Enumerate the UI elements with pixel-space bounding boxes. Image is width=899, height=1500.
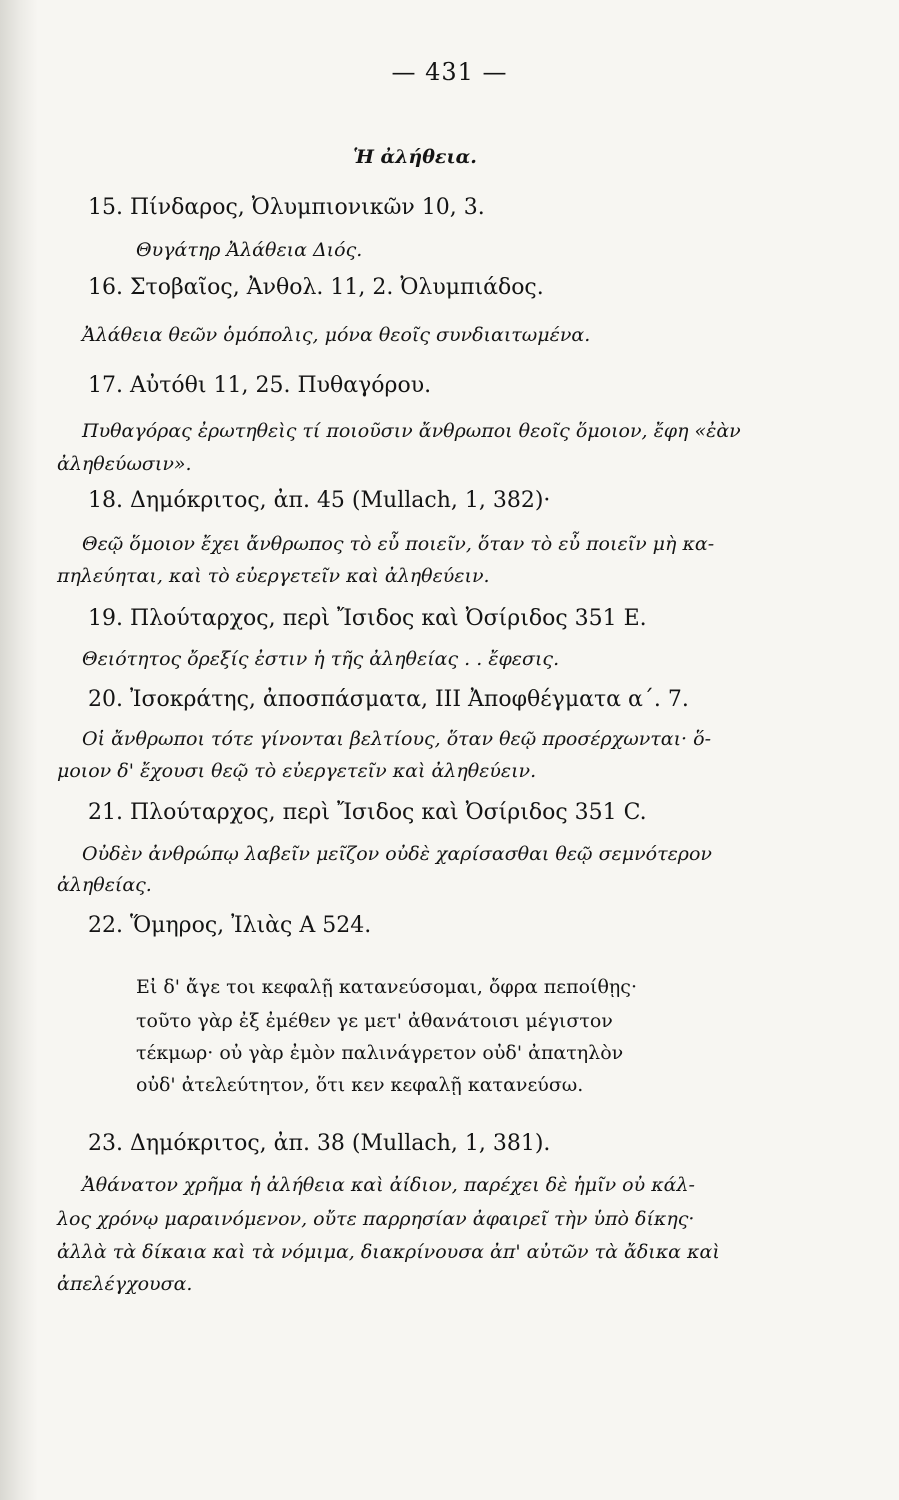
quote-23-line-4: ἀπελέγχουσα. bbox=[57, 1273, 193, 1295]
citation-16: 16. Στοβαῖος, Ἀνθολ. 11, 2. Ὀλυμπιάδος. bbox=[88, 275, 544, 300]
citation-19: 19. Πλούταρχος, περὶ Ἴσιδος καὶ Ὀσίριδος 351 E. bbox=[88, 606, 647, 631]
citation-15: 15. Πίνδαρος, Ὀλυμπιονικῶν 10, 3. bbox=[88, 195, 485, 220]
verse-line-1: Εἰ δ' ἄγε τοι κεφαλῇ κατανεύσομαι, ὄφρα πεποίθῃς· bbox=[136, 976, 637, 998]
verse-line-2: τοῦτο γὰρ ἐξ ἐμέθεν γε μετ' ἀθανάτοισι μέγιστον bbox=[136, 1010, 613, 1032]
quote-21-line-2: ἀληθείας. bbox=[57, 874, 152, 896]
citation-18: 18. Δημόκριτος, ἀπ. 45 (Mullach, 1, 382)· bbox=[88, 488, 551, 513]
verse-line-3: τέκμωρ· οὐ γὰρ ἐμὸν παλινάγρετον οὐδ' ἀπατηλὸν bbox=[136, 1042, 624, 1064]
verse-line-4: οὐδ' ἀτελεύτητον, ὅτι κεν κεφαλῇ κατανεύσω. bbox=[136, 1074, 584, 1096]
citation-21: 21. Πλούταρχος, περὶ Ἴσιδος καὶ Ὀσίριδος 351 C. bbox=[88, 800, 647, 825]
quote-18-line-2: πηλεύηται, καὶ τὸ εὐεργετεῖν καὶ ἀληθεύειν. bbox=[57, 565, 490, 587]
quote-15: Θυγάτηρ Ἀλάθεια Διός. bbox=[136, 239, 363, 261]
quote-19: Θειότητος ὄρεξίς ἐστιν ἡ τῆς ἀληθείας . . ἔφεσις. bbox=[82, 648, 560, 670]
citation-20: 20. Ἰσοκράτης, ἀποσπάσματα, III Ἀποφθέγματα α΄. 7. bbox=[88, 687, 689, 712]
quote-20-line-1: Οἱ ἄνθρωποι τότε γίνονται βελτίους, ὅταν θεῷ προσέρχωνται· ὅ- bbox=[82, 728, 711, 750]
page-number: — 431 — bbox=[391, 58, 508, 86]
quote-23-line-3: ἀλλὰ τὰ δίκαια καὶ τὰ νόμιμα, διακρίνουσα ἀπ' αὐτῶν τὰ ἄδικα καὶ bbox=[57, 1241, 720, 1263]
section-title: Ἡ ἀλήθεια. bbox=[353, 146, 477, 168]
citation-22: 22. Ὅμηρος, Ἰλιὰς Α 524. bbox=[88, 913, 372, 938]
quote-17-line-2: ἀληθεύωσιν». bbox=[57, 453, 192, 475]
citation-17: 17. Αὐτόθι 11, 25. Πυθαγόρου. bbox=[88, 373, 432, 398]
quote-21-line-1: Οὐδὲν ἀνθρώπῳ λαβεῖν μεῖζον οὐδὲ χαρίσασθαι θεῷ σεμνότερον bbox=[82, 843, 712, 865]
quote-23-line-2: λος χρόνῳ μαραινόμενον, οὔτε παρρησίαν ἀφαιρεῖ τὴν ὑπὸ δίκης· bbox=[57, 1208, 695, 1230]
citation-23: 23. Δημόκριτος, ἀπ. 38 (Mullach, 1, 381). bbox=[88, 1131, 551, 1156]
quote-23-line-1: Ἀθάνατον χρῆμα ἡ ἀλήθεια καὶ ἀίδιον, παρέχει δὲ ἡμῖν οὐ κάλ- bbox=[82, 1174, 695, 1196]
scan-edge-shadow bbox=[0, 0, 38, 1500]
quote-17-line-1: Πυθαγόρας ἐρωτηθεὶς τί ποιοῦσιν ἄνθρωποι θεοῖς ὅμοιον, ἔφη «ἐὰν bbox=[82, 420, 741, 442]
quote-20-line-2: μοιον δ' ἔχουσι θεῷ τὸ εὐεργετεῖν καὶ ἀληθεύειν. bbox=[57, 760, 537, 782]
quote-16: Ἀλάθεια θεῶν ὁμόπολις, μόνα θεοῖς συνδιαιτωμένα. bbox=[82, 324, 591, 346]
quote-18-line-1: Θεῷ ὅμοιον ἔχει ἄνθρωπος τὸ εὖ ποιεῖν, ὅταν τὸ εὖ ποιεῖν μὴ κα- bbox=[82, 533, 715, 555]
